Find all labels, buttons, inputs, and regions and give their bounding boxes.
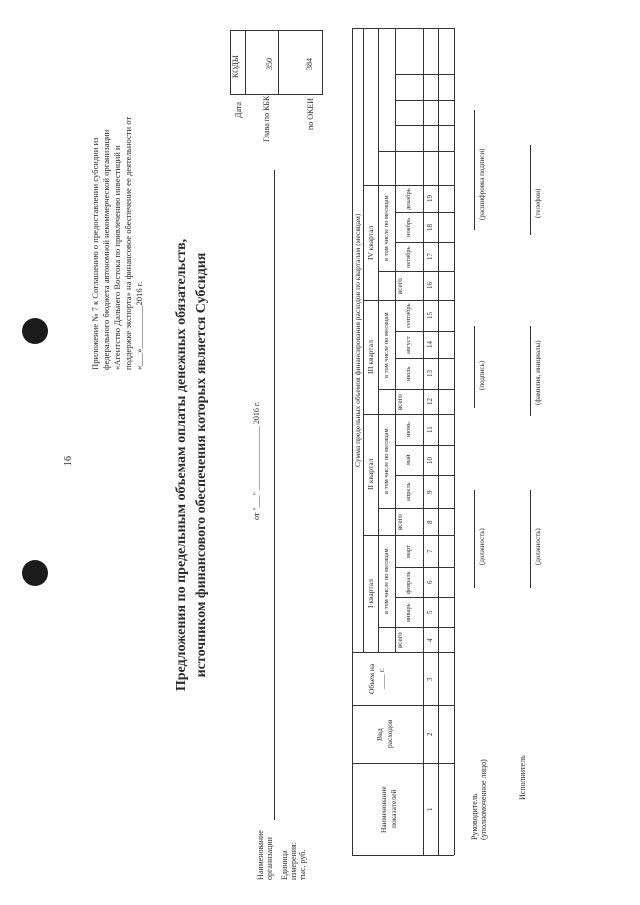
codes-header: КОДЫ bbox=[231, 55, 240, 78]
month-header-январь: январь bbox=[405, 602, 412, 622]
month-header-февраль: февраль bbox=[405, 570, 412, 594]
column-number-15: 15 bbox=[426, 312, 434, 319]
column-number-13: 13 bbox=[426, 370, 434, 377]
table-col-sep-24 bbox=[352, 28, 454, 29]
total-header-q2: всего bbox=[396, 513, 404, 530]
table-col-sep-0 bbox=[352, 855, 454, 856]
title-line-1: Предложения по предельным объемам оплаты денежных обязательств, bbox=[174, 238, 189, 692]
column-number-17: 17 bbox=[426, 253, 434, 260]
col-volume-header-1: Объем на bbox=[366, 663, 376, 694]
month-header-ноябрь: ноябрь bbox=[405, 217, 412, 237]
col-kind-header-1: Вид bbox=[374, 727, 384, 741]
column-number-11: 11 bbox=[426, 426, 434, 433]
month-header-апрель: апрель bbox=[405, 482, 412, 501]
column-number-8: 8 bbox=[426, 520, 434, 524]
table-col-sep-12 bbox=[378, 389, 454, 390]
appendix-line-3: «Агентство Дальнего Востока по привлечению инвестиций и bbox=[112, 145, 122, 370]
appendix-line-1: Приложение № 7 к Соглашению о предоставлении субсидии из bbox=[90, 137, 100, 370]
org-name-label-1: Наименование bbox=[256, 830, 265, 880]
executor-fio-caption: (фамилия, инициалы) bbox=[534, 340, 542, 405]
total-header-q3: всего bbox=[396, 393, 404, 410]
head-position-caption: (должность) bbox=[478, 528, 486, 565]
table-col-sep-13 bbox=[395, 358, 454, 359]
table-col-sep-20 bbox=[378, 151, 454, 152]
quarter-header-3: III квартал bbox=[365, 340, 375, 374]
col-kind-header-2: расходов bbox=[384, 719, 394, 748]
head-position-line bbox=[474, 490, 475, 588]
codes-date-label: Дата bbox=[234, 102, 243, 118]
table-col-sep-16 bbox=[378, 271, 454, 272]
table-line-group bbox=[363, 28, 364, 652]
codes-box-bottom bbox=[230, 94, 322, 95]
table-col-sep-4 bbox=[378, 627, 454, 628]
column-number-5: 5 bbox=[426, 610, 434, 614]
punch-hole-bottom bbox=[22, 560, 48, 586]
column-number-6: 6 bbox=[426, 580, 434, 584]
month-header-август: август bbox=[405, 335, 412, 354]
executor-fio-line bbox=[530, 326, 531, 416]
in-months-header-q1: в том числе по месяцам bbox=[383, 548, 390, 614]
codes-row-line-1 bbox=[245, 30, 246, 95]
head-signature-caption: (подпись) bbox=[478, 360, 486, 390]
head-signature-line bbox=[474, 326, 475, 408]
quarter-divider-3 bbox=[363, 300, 454, 301]
org-name-label bbox=[256, 830, 274, 880]
table-col-sep-22 bbox=[395, 100, 454, 101]
total-header-q1: всего bbox=[396, 631, 404, 648]
quarter-header-4: IV квартал bbox=[365, 225, 375, 260]
column-number-4: 4 bbox=[426, 638, 434, 642]
quarter-header-2: II квартал bbox=[365, 458, 375, 490]
executor-phone-caption: (телефон) bbox=[534, 188, 542, 218]
group-header: Сумма предельных объемов финансирования расходов по кварталам (месяцам) bbox=[352, 213, 362, 467]
table-col-sep-8 bbox=[378, 508, 454, 509]
page-number: 16 bbox=[63, 456, 74, 466]
appendix-line-2: федерального бюджета автономной некоммерческой организации bbox=[101, 129, 111, 370]
in-months-header-q4: в том числе по месяцам bbox=[383, 195, 390, 261]
quarter-header-1: I квартал bbox=[365, 579, 375, 608]
codes-row-line-2 bbox=[278, 30, 279, 95]
page-title bbox=[172, 210, 212, 720]
head-label bbox=[470, 759, 488, 840]
col-indicator-header-1: Наименование bbox=[378, 785, 388, 833]
column-number-12: 12 bbox=[426, 398, 434, 405]
table-line-month bbox=[395, 28, 396, 652]
appendix-line-5: «___»__________2016 г. bbox=[134, 281, 144, 370]
column-number-9: 9 bbox=[426, 490, 434, 494]
codes-kbk-value: 350 bbox=[265, 58, 274, 70]
table-col-sep-21 bbox=[395, 125, 454, 126]
table-border-1 bbox=[454, 28, 455, 855]
quarter-divider-4 bbox=[363, 185, 454, 186]
table-col-sep-14 bbox=[395, 331, 454, 332]
quarter-divider-0 bbox=[363, 652, 454, 653]
col-indicator-header-2: показателей bbox=[388, 789, 398, 828]
executor-phone-line bbox=[530, 145, 531, 235]
table-col-sep-2 bbox=[352, 705, 454, 706]
table-line-quarter bbox=[378, 28, 379, 652]
unit-label bbox=[280, 842, 307, 880]
title-line-2: источником финансового обеспечения которых является Субсидия bbox=[194, 252, 209, 678]
column-number-19: 19 bbox=[426, 195, 434, 202]
table-col-sep-10 bbox=[395, 445, 454, 446]
codes-kbk-label: Глава по КБК bbox=[262, 95, 271, 142]
unit-label-2: измерения: bbox=[289, 842, 298, 880]
table-col-sep-6 bbox=[395, 567, 454, 568]
table-line-header-bottom bbox=[423, 28, 424, 855]
punch-hole-top bbox=[22, 318, 48, 344]
month-header-декабрь: декабрь bbox=[405, 187, 412, 210]
col-volume-header-2: ____ г. bbox=[376, 668, 386, 689]
quarter-divider-1 bbox=[363, 535, 454, 536]
column-number-3: 3 bbox=[426, 677, 434, 681]
org-name-label-2: организации bbox=[265, 837, 274, 880]
table-col-sep-17 bbox=[395, 242, 454, 243]
codes-okei-label: по ОКЕИ bbox=[306, 97, 315, 130]
month-header-март: март bbox=[405, 544, 412, 558]
month-header-июль: июль bbox=[405, 366, 412, 381]
codes-okei-value: 384 bbox=[305, 58, 314, 70]
total-header-q4: всего bbox=[396, 277, 404, 294]
head-label-2: (уполномоченное лицо) bbox=[479, 759, 488, 840]
appendix-note bbox=[90, 40, 145, 370]
table-col-sep-23 bbox=[395, 74, 454, 75]
column-number-1: 1 bbox=[426, 807, 434, 811]
month-header-июнь: июнь bbox=[405, 422, 412, 437]
appendix-line-4: поддержке экспорта» на финансовое обеспечение ее деятельности от bbox=[123, 116, 133, 370]
month-header-сентябрь: сентябрь bbox=[405, 303, 412, 328]
column-number-18: 18 bbox=[426, 223, 434, 231]
column-number-14: 14 bbox=[426, 341, 434, 348]
org-name-underline bbox=[274, 170, 275, 820]
head-decoding-caption: (расшифровка подписи) bbox=[478, 148, 486, 220]
in-months-header-q2: в том числе по месяцам bbox=[383, 428, 390, 494]
unit-label-1: Единица bbox=[280, 850, 289, 880]
table-col-sep-18 bbox=[395, 212, 454, 213]
in-months-header-q3: в том числе по месяцам bbox=[383, 311, 390, 378]
quarter-divider-2 bbox=[363, 414, 454, 415]
table-col-sep-9 bbox=[395, 475, 454, 476]
executor-position-caption: (должность) bbox=[534, 528, 542, 565]
column-number-7: 7 bbox=[426, 549, 434, 553]
executor-position-line bbox=[530, 490, 531, 588]
month-header-май: май bbox=[405, 454, 412, 465]
unit-value: тыс. руб. bbox=[298, 849, 307, 880]
codes-box-top bbox=[230, 30, 322, 31]
head-decoding-line bbox=[474, 110, 475, 230]
month-header-октябрь: октябрь bbox=[405, 245, 412, 268]
column-number-2: 2 bbox=[426, 732, 434, 736]
codes-box-right bbox=[322, 30, 323, 95]
executor-label: Исполнитель bbox=[518, 755, 527, 800]
column-number-16: 16 bbox=[426, 282, 434, 289]
table-col-sep-1 bbox=[352, 763, 454, 764]
table-col-sep-5 bbox=[395, 597, 454, 598]
column-number-10: 10 bbox=[426, 456, 434, 464]
table-line-numbers-bottom bbox=[438, 28, 439, 855]
date-line: от "___" ________________ 2016 г. bbox=[252, 401, 261, 520]
head-label-1: Руководитель bbox=[470, 793, 479, 840]
